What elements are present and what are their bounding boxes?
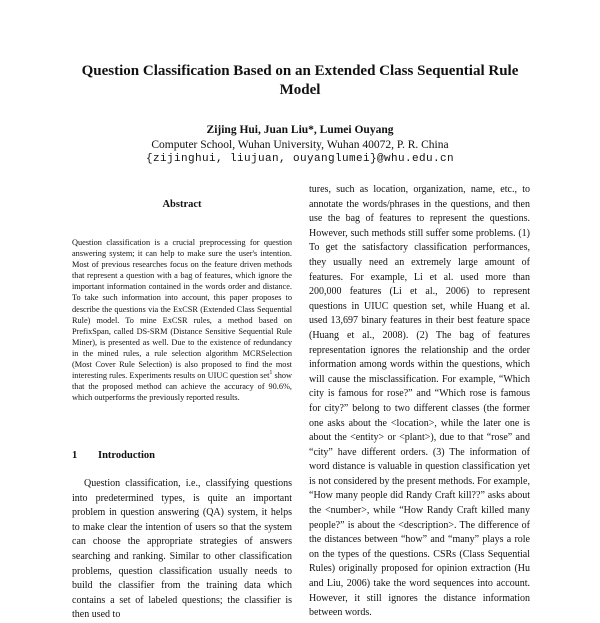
abstract-text-part-1: Question classification is a crucial preprocessing for question answering system; it can help to make sure the user's intention. Most of previous researches focus on the feature driven methods that represent a question with a bag of features, which ignore the important information contained in the words order and distance. To take such information into account, this paper proposes to describe the questions via the ExCSR (Extended Class Sequential Rule) model. To mine ExCSR rules, a method based on PrefixSpan, called DS-SRM (Distance Sensitive Sequential Rule Miner), is presented as well. Due to the existence of redundancy in the mined rules, a rule selection algorithm MCRSelection (Most Cover Rule Selection) is also proposed to find the most interesting rules. Experiments results on UIUC question set	[72, 238, 292, 381]
abstract-text-part-2: show that the proposed method can achieve the accuracy of 90.6%, which outperforms the previously reported results.	[72, 371, 293, 403]
section-heading-introduction	[72, 450, 292, 461]
right-column-text: tures, such as location, organization, name, etc., to annotate the words/phrases in the questions, and then use the bag of features to represent the questions. However, such methods still suffer some problems. (1) To get the satisfactory classification performances, they usually need an extremely large amount of features. For example, Li et al. used more than 200,000 features (Li et al., 2006) to represent questions in UIUC question set, while Huang et al. used 13,697 binary features in their best feature space (Huang et al., 2008). (2) The bag of features representation ignores the relationship and the order information among words within the questions, which will cause the misclassification. For example, “Which city is famous for rose?” and “Which rose is famous for city?” belong to two different classes (the former one asks about the <location>, while the later one is about the <entity> or <plant>), due to that “rose” and “city” have different orders. (3) The information of word distance is valuable in question classification yet is not considered by the present methods. For example, “How many people did Randy Craft kill??” asks about the <number>, while “How Randy Craft killed many people?” is about the <description>. The difference of the distances between “how” and “many” plays a role on the types of the questions. CSRs (Class Sequential Rules) originally proposed for opinion extraction (Hu and Liu, 2006) take the word sequences into account. However, it still ignores the distance information between words.	[309, 184, 530, 619]
paper-title: Question Classification Based on an Extended Class Sequential Rule Model	[81, 63, 519, 98]
author-list: Zijing Hui, Juan Liu*, Lumei Ouyang	[206, 124, 394, 136]
abstract-body	[72, 237, 292, 403]
section-number: 1	[72, 450, 78, 461]
abstract-heading: Abstract	[162, 199, 202, 210]
author-emails: {zijinghui, liujuan, ouyanglumei}@whu.edu.cn	[145, 153, 455, 165]
affiliation: Computer School, Wuhan University, Wuhan 40072, P. R. China	[151, 139, 449, 151]
section-title: Introduction	[98, 450, 155, 461]
introduction-paragraph: Question classification, i.e., classifying questions into predetermined types, is quite an important problem in question answering (QA) system, it helps to make clear the intention of users so that the system can choose the appropriate strategies of answers searching and ranking. Similar to other classification problems, question classification usually needs to build the classifier from the training data which contains a set of labeled questions; the classifier is then used to	[72, 478, 292, 621]
footnote-mark: 1	[269, 370, 273, 377]
